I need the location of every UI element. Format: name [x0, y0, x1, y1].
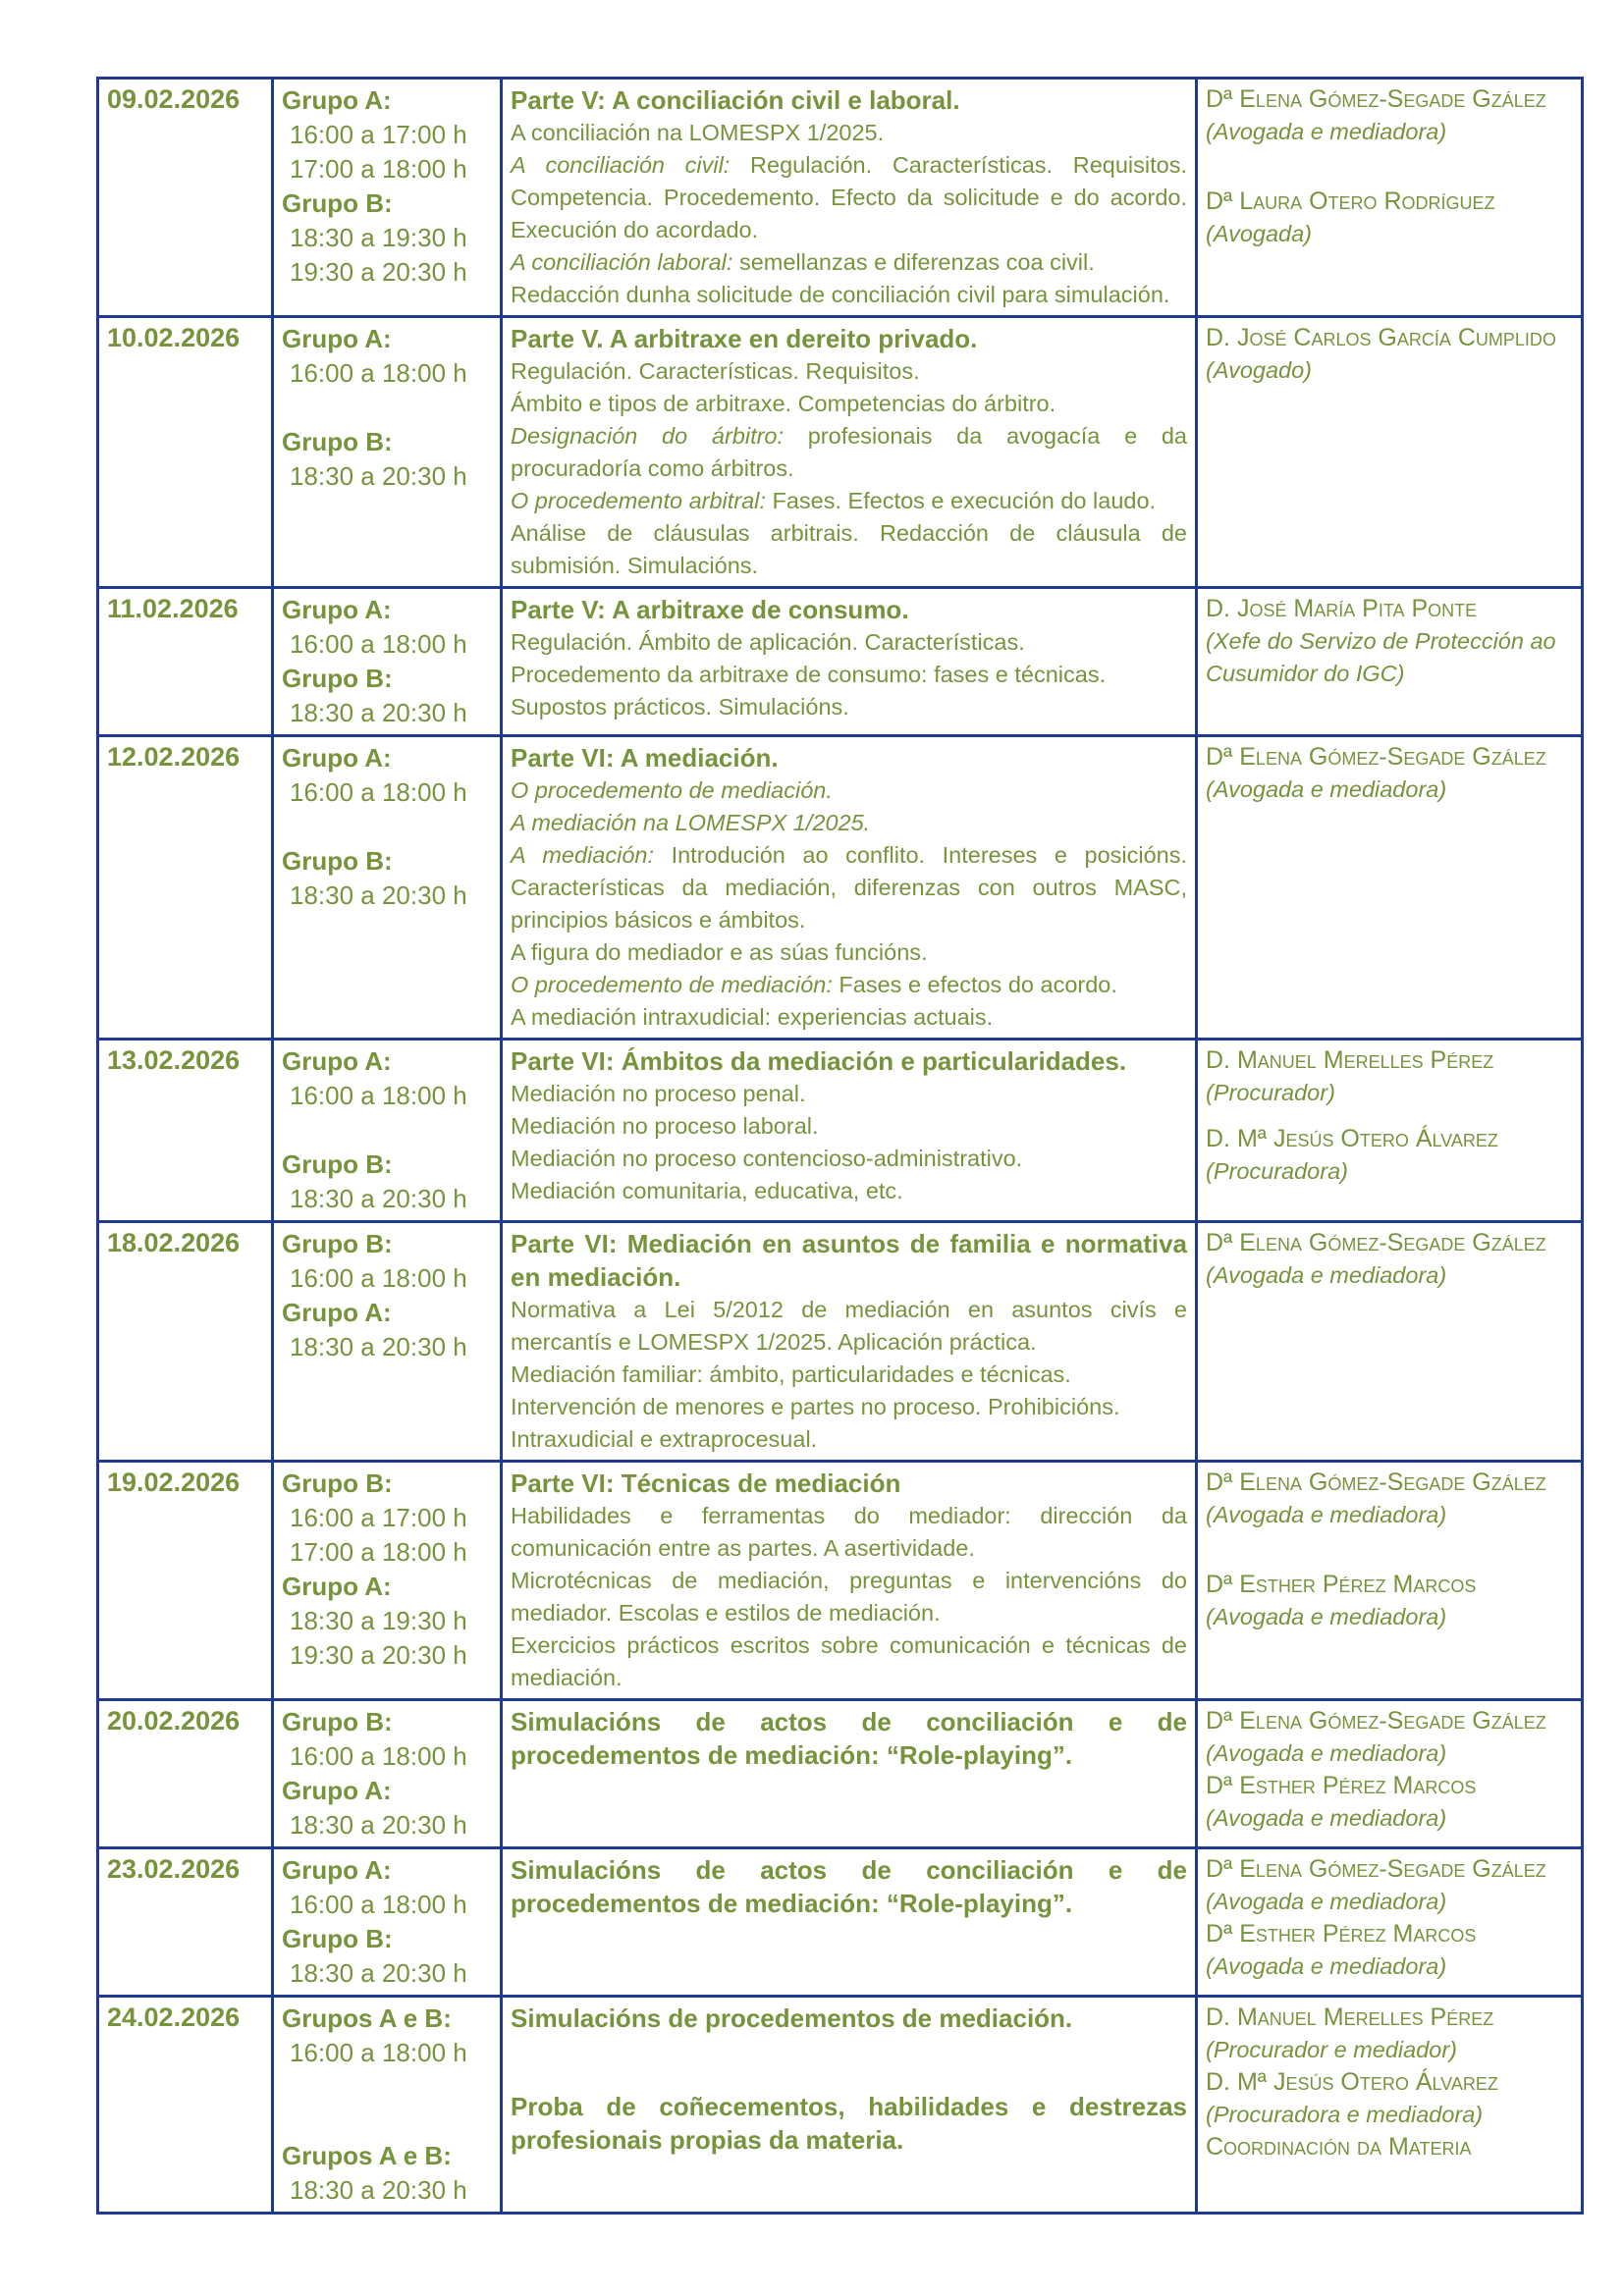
time-slot: 17:00 a 18:00 h — [290, 1537, 467, 1567]
schedule-body — [98, 79, 1583, 2214]
speaker-name: Dª Laura Otero Rodríguez — [1206, 187, 1495, 215]
topic-line-text: Mediación comunitaria, educativa, etc. — [511, 1178, 903, 1203]
session-topic — [502, 1848, 1197, 1997]
topic-line-emphasis: A mediación: — [511, 842, 655, 868]
session-date: 11.02.2026 — [98, 588, 273, 736]
spacer — [1206, 148, 1573, 186]
session-topic — [502, 1462, 1197, 1700]
time-slot: 18:30 a 19:30 h — [290, 1606, 467, 1635]
schedule-row — [98, 79, 1583, 317]
topic-line-text: Exercicios prácticos escritos sobre comunicación e técnicas de mediación. — [511, 1632, 1187, 1690]
topic-line — [511, 626, 1187, 659]
topic-line-text: Análise de cláusulas arbitrais. Redacción de cláusula de submisión. Simulacións. — [511, 520, 1187, 578]
speaker-name: D. José María Pita Ponte — [1206, 595, 1478, 622]
session-groups — [273, 317, 502, 588]
speaker-name: Dª Esther Pérez Marcos — [1206, 1772, 1477, 1799]
topic-line-emphasis: A conciliación civil: — [511, 152, 731, 178]
time-slot: 18:30 a 20:30 h — [290, 698, 467, 727]
speaker-name: D. Mª Jesús Otero Álvarez — [1206, 1125, 1498, 1152]
topic-line-text: Mediación familiar: ámbito, particularidades e técnicas. — [511, 1362, 1071, 1387]
speaker-role: (Avogado) — [1206, 357, 1312, 383]
time-slot: 16:00 a 18:00 h — [290, 1263, 467, 1293]
session-date: 23.02.2026 — [98, 1848, 273, 1997]
time-slot: 17:00 a 18:00 h — [290, 154, 467, 184]
topic-line — [511, 1565, 1187, 1629]
session-speakers — [1197, 1700, 1583, 1848]
topic-line — [511, 1423, 1187, 1456]
group-label: Grupo A: — [282, 743, 392, 773]
spacer — [282, 2070, 492, 2105]
speaker-role: (Avogada e mediadora) — [1206, 1889, 1447, 1914]
time-slot: 16:00 a 18:00 h — [290, 777, 467, 807]
schedule-row — [98, 1222, 1583, 1462]
session-groups — [273, 1848, 502, 1997]
speaker-role: (Procuradora e mediadora) — [1206, 2102, 1484, 2127]
spacer — [1206, 1109, 1573, 1123]
session-speakers — [1197, 1222, 1583, 1462]
speaker-name: Dª Elena Gómez-Segade Gzález — [1206, 1707, 1546, 1735]
time-slot: 16:00 a 18:00 h — [290, 1081, 467, 1110]
topic-title: Parte VI: A mediación. — [511, 743, 779, 773]
session-groups — [273, 588, 502, 736]
group-label: Grupo A: — [282, 1298, 392, 1327]
topic-line-text: Intraxudicial e extraprocesual. — [511, 1426, 818, 1452]
speaker-name: Dª Esther Pérez Marcos — [1206, 1571, 1477, 1598]
topic-line-text: Microtécnicas de mediación, preguntas e intervencións do mediador. Escolas e estilos de mediación. — [511, 1568, 1187, 1626]
time-slot: 18:30 a 20:30 h — [290, 461, 467, 491]
topic-line-text: Ámbito e tipos de arbitraxe. Competencias do árbitro. — [511, 391, 1056, 416]
topic-line-emphasis: A conciliación laboral: — [511, 249, 733, 275]
session-speakers — [1197, 1462, 1583, 1700]
speaker-role: (Procuradora) — [1206, 1158, 1348, 1184]
topic-title: Parte VI: Ámbitos da mediación e particularidades. — [511, 1046, 1127, 1076]
speaker-role: (Avogada e mediadora) — [1206, 1604, 1447, 1629]
session-groups — [273, 1040, 502, 1222]
group-label: Grupo A: — [282, 1572, 392, 1601]
time-slot: 16:00 a 18:00 h — [290, 2038, 467, 2067]
topic-line — [511, 1175, 1187, 1207]
session-groups — [273, 1462, 502, 1700]
topic-line-emphasis: O procedemento arbitral: — [511, 488, 766, 513]
speaker-name: D. Manuel Merelles Pérez — [1206, 1046, 1494, 1074]
topic-line-text: Fases. Efectos e execución do laudo. — [765, 488, 1157, 513]
group-label: Grupo B: — [282, 1924, 393, 1953]
time-slot: 16:00 a 18:00 h — [290, 358, 467, 388]
session-date: 10.02.2026 — [98, 317, 273, 588]
speaker-name: Dª Elena Gómez-Segade Gzález — [1206, 1855, 1546, 1883]
schedule-row — [98, 588, 1583, 736]
session-date: 20.02.2026 — [98, 1700, 273, 1848]
group-label: Grupo B: — [282, 846, 393, 876]
time-slot: 16:00 a 18:00 h — [290, 1741, 467, 1771]
topic-line — [511, 1110, 1187, 1143]
time-slot: 18:30 a 20:30 h — [290, 1332, 467, 1362]
speaker-role: (Procurador) — [1206, 1080, 1335, 1105]
topic-line-text: Normativa a Lei 5/2012 de mediación en asuntos civís e mercantís e LOMESPX 1/2025. Aplicación práctica. — [511, 1297, 1187, 1355]
time-slot: 18:30 a 20:30 h — [290, 1810, 467, 1840]
spacer — [511, 2035, 1187, 2090]
topic-line — [511, 691, 1187, 723]
speaker-name: Coordinación da Materia — [1206, 2133, 1472, 2161]
topic-line — [511, 117, 1187, 149]
speaker-role: (Xefe do Servizo de Protección ao Cusumidor do IGC) — [1206, 628, 1556, 686]
spacer — [282, 1113, 492, 1148]
session-topic — [502, 1700, 1197, 1848]
topic-line — [511, 807, 1187, 839]
topic-line-text: Habilidades e ferramentas do mediador: dirección da comunicación entre as partes. A asertividade. — [511, 1503, 1187, 1561]
topic-line-text: Supostos prácticos. Simulacións. — [511, 694, 849, 720]
speaker-name: Dª Elena Gómez-Segade Gzález — [1206, 1468, 1546, 1496]
group-label: Grupos A e B: — [282, 2003, 452, 2033]
group-label: Grupo B: — [282, 1707, 393, 1736]
session-speakers — [1197, 1997, 1583, 2214]
speaker-role: (Avogada e mediadora) — [1206, 1262, 1447, 1288]
session-topic — [502, 317, 1197, 588]
session-date: 09.02.2026 — [98, 79, 273, 317]
group-label: Grupo B: — [282, 1468, 393, 1498]
speaker-name: Dª Elena Gómez-Segade Gzález — [1206, 743, 1546, 771]
session-topic — [502, 1040, 1197, 1222]
speaker-name: Dª Elena Gómez-Segade Gzález — [1206, 1229, 1546, 1256]
topic-line-text: semellanzas e diferenzas coa civil. — [732, 249, 1095, 275]
topic-title: Simulacións de actos de conciliación e de procedementos de mediación: “Role-playing”. — [511, 1707, 1187, 1770]
speaker-name: D. Manuel Merelles Pérez — [1206, 2003, 1494, 2031]
session-groups — [273, 79, 502, 317]
time-slot: 16:00 a 18:00 h — [290, 629, 467, 659]
topic-line — [511, 1359, 1187, 1391]
speaker-role: (Procurador e mediador) — [1206, 2037, 1457, 2062]
schedule-row — [98, 1848, 1583, 1997]
topic-line — [511, 149, 1187, 246]
topic-title: Simulacións de actos de conciliación e de procedementos de mediación: “Role-playing”. — [511, 1855, 1187, 1918]
speaker-role: (Avogada e mediadora) — [1206, 1953, 1447, 1979]
group-label: Grupos A e B: — [282, 2141, 452, 2170]
topic-line-text: Regulación. Ámbito de aplicación. Características. — [511, 629, 1025, 655]
session-topic — [502, 1222, 1197, 1462]
schedule-row — [98, 736, 1583, 1040]
group-label: Grupo A: — [282, 1046, 392, 1076]
topic-line-text: A figura do mediador e as súas funcións. — [511, 939, 928, 965]
topic-line-text: Regulación. Características. Requisitos. — [511, 358, 920, 384]
topic-line-text: Introdución ao conflito. Intereses e posicións. Características da mediación, diferenzas con outros MASC, principios básicos e ámbitos. — [511, 842, 1187, 933]
topic-line — [511, 388, 1187, 420]
schedule-row — [98, 1700, 1583, 1848]
session-date: 19.02.2026 — [98, 1462, 273, 1700]
session-date: 13.02.2026 — [98, 1040, 273, 1222]
topic-line — [511, 1629, 1187, 1694]
topic-line — [511, 774, 1187, 807]
group-label: Grupo A: — [282, 595, 392, 624]
session-speakers — [1197, 736, 1583, 1040]
schedule-row — [98, 317, 1583, 588]
topic-line — [511, 659, 1187, 691]
topic-line-emphasis: O procedemento de mediación: — [511, 972, 833, 997]
topic-title: Parte VI: Técnicas de mediación — [511, 1468, 901, 1498]
group-label: Grupo B: — [282, 427, 393, 456]
session-speakers — [1197, 1848, 1583, 1997]
topic-line — [511, 1391, 1187, 1423]
time-slot: 16:00 a 18:00 h — [290, 1890, 467, 1919]
topic-line-text: A conciliación na LOMESPX 1/2025. — [511, 120, 885, 145]
group-label: Grupo B: — [282, 188, 393, 218]
spacer — [1206, 1531, 1573, 1569]
session-date: 24.02.2026 — [98, 1997, 273, 2214]
spacer — [282, 391, 492, 425]
schedule-table — [96, 77, 1584, 2215]
session-speakers — [1197, 317, 1583, 588]
topic-line-emphasis: Designación do árbitro: — [511, 423, 785, 449]
group-label: Grupo A: — [282, 1855, 392, 1885]
group-label: Grupo B: — [282, 664, 393, 693]
topic-line — [511, 517, 1187, 582]
topic-title: Parte V: A conciliación civil e laboral. — [511, 85, 960, 115]
topic-line-text: Mediación no proceso laboral. — [511, 1113, 819, 1139]
topic-title: Parte V: A arbitraxe de consumo. — [511, 595, 909, 624]
schedule-row — [98, 1997, 1583, 2214]
topic-title: Simulacións de procedementos de mediación. — [511, 2003, 1073, 2033]
topic-title: Parte VI: Mediación en asuntos de familia e normativa en mediación. — [511, 1229, 1187, 1292]
time-slot: 18:30 a 20:30 h — [290, 2175, 467, 2205]
topic-line — [511, 485, 1187, 517]
speaker-role: (Avogada) — [1206, 221, 1312, 246]
topic-line-text: Regulación. Características. Requisitos. Competencia. Procedemento. Efecto da solicitude e do acordo. Execución do acordado. — [511, 152, 1187, 242]
topic-line-emphasis: A mediación na LOMESPX 1/2025. — [511, 810, 871, 835]
speaker-name: D. José Carlos García Cumplido — [1206, 324, 1556, 351]
topic-line-text: Mediación no proceso contencioso-administrativo. — [511, 1146, 1023, 1171]
speaker-name: D. Mª Jesús Otero Álvarez — [1206, 2068, 1498, 2096]
session-groups — [273, 1222, 502, 1462]
time-slot: 18:30 a 19:30 h — [290, 223, 467, 252]
topic-line — [511, 1500, 1187, 1565]
session-topic — [502, 1997, 1197, 2214]
group-label: Grupo B: — [282, 1149, 393, 1179]
topic-title-secondary: Proba de coñecementos, habilidades e destrezas profesionais propias da materia. — [511, 2092, 1187, 2155]
topic-line — [511, 1294, 1187, 1359]
session-groups — [273, 736, 502, 1040]
topic-line — [511, 246, 1187, 279]
speaker-name: Dª Elena Gómez-Segade Gzález — [1206, 85, 1546, 113]
topic-line-text: Procedemento da arbitraxe de consumo: fases e técnicas. — [511, 662, 1107, 687]
topic-line-text: profesionais da avogacía e da procuradoría como árbitros. — [511, 423, 1187, 481]
time-slot: 18:30 a 20:30 h — [290, 1958, 467, 1988]
topic-line-emphasis: O procedemento de mediación. — [511, 777, 833, 803]
speaker-role: (Avogada e mediadora) — [1206, 776, 1447, 802]
speaker-name: Dª Esther Pérez Marcos — [1206, 1920, 1477, 1948]
time-slot: 18:30 a 20:30 h — [290, 1184, 467, 1213]
session-date: 18.02.2026 — [98, 1222, 273, 1462]
topic-line-text: Fases e efectos do acordo. — [832, 972, 1117, 997]
topic-line — [511, 839, 1187, 936]
session-groups — [273, 1997, 502, 2214]
topic-line — [511, 420, 1187, 485]
topic-title: Parte V. A arbitraxe en dereito privado. — [511, 324, 978, 353]
topic-line — [511, 936, 1187, 969]
time-slot: 16:00 a 17:00 h — [290, 120, 467, 149]
speaker-role: (Avogada e mediadora) — [1206, 119, 1447, 144]
group-label: Grupo A: — [282, 324, 392, 353]
spacer — [282, 2105, 492, 2139]
time-slot: 19:30 a 20:30 h — [290, 1640, 467, 1670]
speaker-role: (Avogada e mediadora) — [1206, 1805, 1447, 1831]
session-topic — [502, 736, 1197, 1040]
topic-line-text: Redacción dunha solicitude de conciliación civil para simulación. — [511, 282, 1170, 307]
group-label: Grupo A: — [282, 1776, 392, 1805]
schedule-row — [98, 1462, 1583, 1700]
speaker-role: (Avogada e mediadora) — [1206, 1502, 1447, 1527]
speaker-role: (Avogada e mediadora) — [1206, 1740, 1447, 1766]
topic-line — [511, 355, 1187, 388]
schedule-row — [98, 1040, 1583, 1222]
group-label: Grupo B: — [282, 1229, 393, 1258]
time-slot: 16:00 a 17:00 h — [290, 1503, 467, 1532]
topic-line — [511, 1143, 1187, 1175]
topic-line — [511, 1001, 1187, 1034]
session-topic — [502, 79, 1197, 317]
topic-line-text: Intervención de menores e partes no proceso. Prohibicións. — [511, 1394, 1120, 1419]
spacer — [282, 810, 492, 844]
session-topic — [502, 588, 1197, 736]
session-speakers — [1197, 1040, 1583, 1222]
session-speakers — [1197, 588, 1583, 736]
session-date: 12.02.2026 — [98, 736, 273, 1040]
session-speakers — [1197, 79, 1583, 317]
session-groups — [273, 1700, 502, 1848]
topic-line — [511, 969, 1187, 1001]
time-slot: 18:30 a 20:30 h — [290, 881, 467, 910]
topic-line — [511, 279, 1187, 311]
topic-line-text: Mediación no proceso penal. — [511, 1081, 806, 1106]
topic-line — [511, 1078, 1187, 1110]
time-slot: 19:30 a 20:30 h — [290, 257, 467, 287]
topic-line-text: A mediación intraxudicial: experiencias actuais. — [511, 1004, 994, 1030]
group-label: Grupo A: — [282, 85, 392, 115]
